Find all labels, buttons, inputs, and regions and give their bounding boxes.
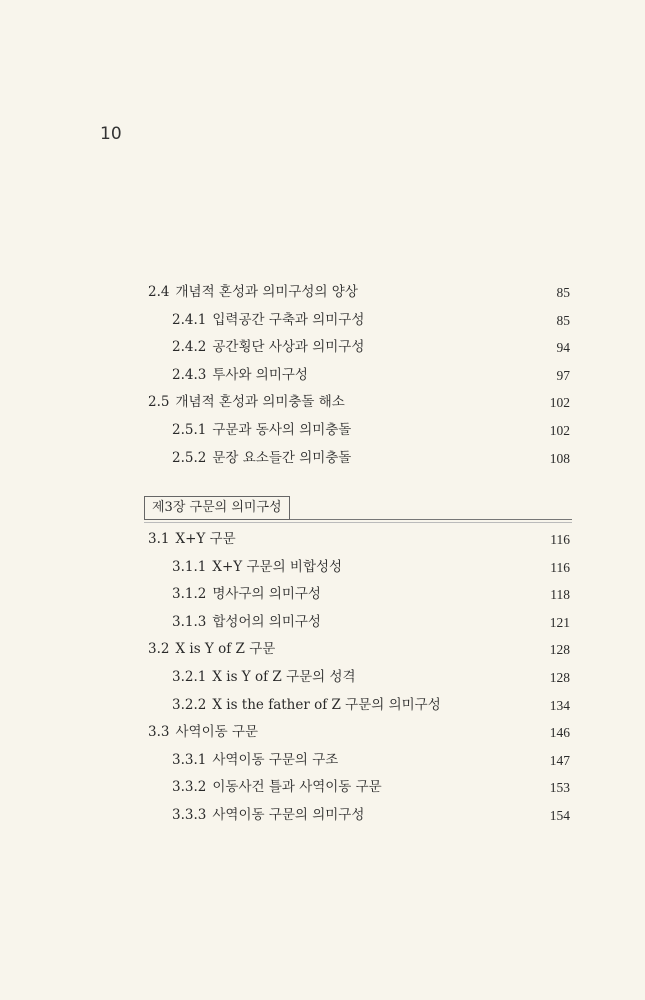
- toc-entry-number: 2.4.2: [172, 339, 207, 356]
- toc-entry-page: 154: [549, 807, 570, 823]
- toc-entry-title: X is Y of Z 구문: [175, 641, 276, 658]
- toc-entry-title: 이동사건 틀과 사역이동 구문: [212, 779, 382, 796]
- toc-entry-section: [148, 636, 570, 664]
- toc-entry-number: 3.3.2: [172, 779, 207, 796]
- toc-entry-page: 153: [549, 780, 570, 796]
- toc-entry-title: X+Y 구문의 비합성성: [212, 558, 343, 575]
- toc-entry-page: 146: [549, 725, 570, 741]
- toc-entry-subsection: [148, 747, 570, 775]
- toc-entry-title: 문장 요소들간 의미충돌: [212, 449, 352, 466]
- toc-entry-section: [148, 719, 570, 747]
- toc-entry-number: 3.2: [148, 641, 170, 658]
- toc-entry-title: X is Y of Z 구문의 성격: [212, 668, 356, 685]
- page-number: 10: [100, 124, 122, 144]
- toc-entry-number: 2.4.3: [172, 366, 207, 383]
- toc-entry-title: 사역이동 구문의 의미구성: [212, 806, 365, 823]
- toc-entry-subsection: [148, 445, 570, 473]
- toc-entry-title: 투사와 의미구성: [212, 366, 308, 383]
- chapter-header: [144, 496, 572, 522]
- toc-entry-page: 128: [549, 642, 570, 658]
- toc-entry-title: 명사구의 의미구성: [212, 586, 321, 603]
- toc-entry-subsection: [148, 362, 570, 390]
- toc-entry-number: 2.5: [148, 394, 170, 411]
- toc-entry-page: 108: [549, 450, 570, 466]
- toc-entry-number: 3.1.3: [172, 613, 207, 630]
- toc-entry-subsection: [148, 307, 570, 335]
- toc-entry-number: 3.1.2: [172, 586, 207, 603]
- toc-entry-page: 85: [556, 285, 570, 300]
- toc-entry-subsection: [148, 774, 570, 802]
- toc-entry-subsection: [148, 609, 570, 637]
- toc-entry-page: 102: [549, 395, 570, 411]
- toc-entry-section: [148, 526, 570, 554]
- toc-section-list: [148, 279, 570, 472]
- toc-entry-subsection: [148, 581, 570, 609]
- toc-entry-number: 3.3: [148, 724, 170, 741]
- toc-entry-page: 116: [550, 559, 570, 575]
- toc-entry-subsection: [148, 802, 570, 830]
- toc-entry-page: 102: [549, 422, 570, 438]
- toc-entry-title: 개념적 혼성과 의미구성의 양상: [175, 284, 358, 300]
- toc-entry-title: 입력공간 구축과 의미구성: [212, 311, 365, 328]
- toc-entry-page: 128: [549, 669, 570, 685]
- toc-entry-section: [148, 279, 570, 307]
- toc-entry-page: 118: [550, 587, 570, 603]
- toc-entry-number: 2.5.2: [172, 449, 207, 466]
- toc-entry-title: 개념적 혼성과 의미충돌 해소: [175, 394, 345, 411]
- toc-entry-subsection: [148, 692, 570, 720]
- toc-section-list: [148, 526, 570, 830]
- toc-entry-number: 3.2.1: [172, 668, 207, 685]
- toc-entry-subsection: [148, 334, 570, 362]
- toc-entry-number: 3.3.1: [172, 751, 207, 768]
- toc-entry-title: 사역이동 구문의 구조: [212, 751, 339, 768]
- toc-entry-title: X is the father of Z 구문의 의미구성: [212, 696, 441, 713]
- chapter-title: 제3장 구문의 의미구성: [144, 496, 290, 520]
- toc-entry-number: 2.4.1: [172, 311, 207, 328]
- toc-entry-number: 3.1.1: [172, 558, 207, 575]
- toc-entry-title: X+Y 구문: [175, 531, 236, 547]
- toc-entry-page: 97: [556, 367, 570, 383]
- toc-entry-page: 134: [549, 697, 570, 713]
- toc-entry-number: 3.2.2: [172, 696, 207, 713]
- toc-entry-number: 2.4: [148, 284, 170, 300]
- toc-entry-title: 사역이동 구문: [175, 724, 259, 741]
- chapter-rule-light: [144, 522, 572, 523]
- toc-entry-number: 2.5.1: [172, 421, 207, 438]
- toc-entry-section: [148, 389, 570, 417]
- toc-entry-number: 3.1: [148, 531, 170, 547]
- toc-entry-page: 85: [556, 312, 570, 328]
- toc-entry-page: 116: [550, 532, 570, 547]
- toc-entry-subsection: [148, 664, 570, 692]
- toc-entry-number: 3.3.3: [172, 806, 207, 823]
- toc-entry-page: 147: [549, 752, 570, 768]
- toc-entry-page: 94: [556, 340, 570, 356]
- toc-entry-subsection: [148, 417, 570, 445]
- toc-entry-title: 합성어의 의미구성: [212, 613, 321, 630]
- toc-entry-title: 구문과 동사의 의미충돌: [212, 421, 352, 438]
- toc-entry-title: 공간횡단 사상과 의미구성: [212, 339, 365, 356]
- toc-entry-subsection: [148, 554, 570, 582]
- toc-entry-page: 121: [549, 614, 570, 630]
